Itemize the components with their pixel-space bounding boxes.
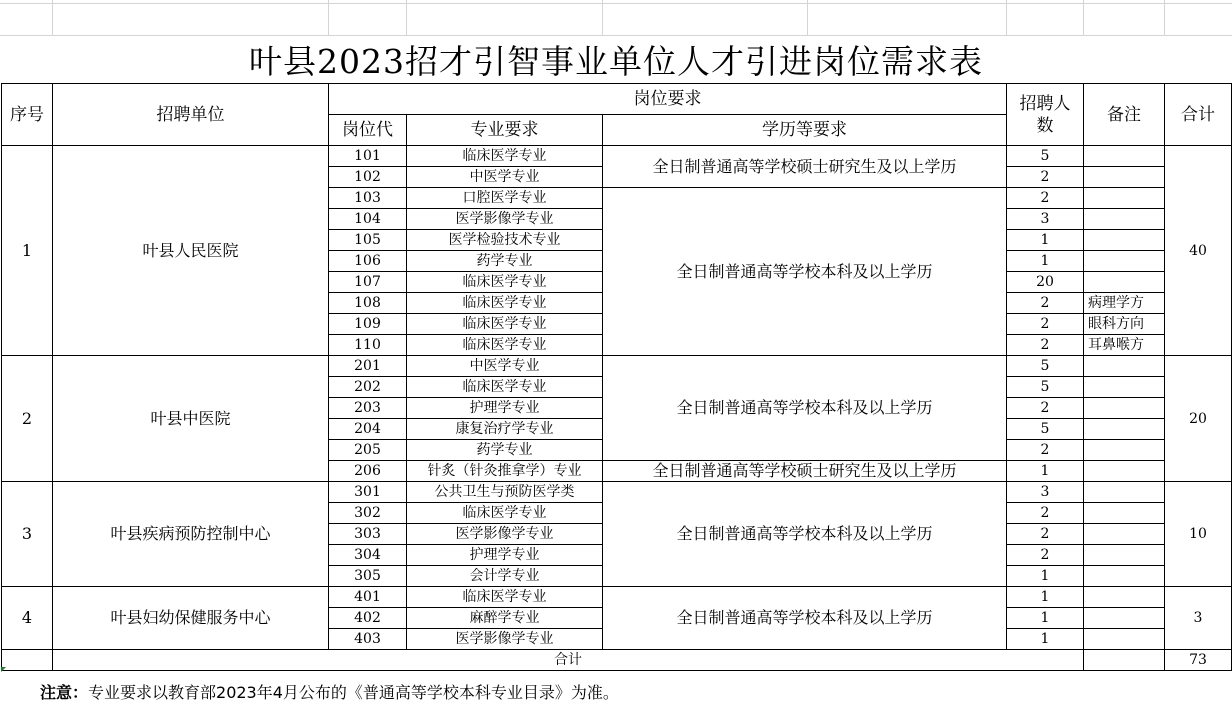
hire-count: 2: [1007, 503, 1084, 524]
hire-count: 2: [1007, 188, 1084, 209]
post-code: 110: [329, 335, 407, 356]
header-major: 专业要求: [407, 115, 603, 146]
major-requirement: 临床医学专业: [407, 272, 603, 293]
post-code: 401: [329, 587, 407, 608]
hire-count: 1: [1007, 566, 1084, 587]
post-code: 301: [329, 482, 407, 503]
post-code: 203: [329, 398, 407, 419]
remark: [1084, 461, 1165, 482]
post-code: 101: [329, 146, 407, 167]
post-code: 304: [329, 545, 407, 566]
major-requirement: 中医学专业: [407, 356, 603, 377]
footnote: [40, 677, 619, 705]
remark: [1084, 482, 1165, 503]
remark: [1084, 188, 1165, 209]
post-code: 109: [329, 314, 407, 335]
hire-count: 1: [1007, 587, 1084, 608]
header-remark: 备注: [1084, 84, 1165, 146]
major-requirement: 针炙（针灸推拿学）专业: [407, 461, 603, 482]
post-code: 205: [329, 440, 407, 461]
footnote-text: 专业要求以教育部2023年4月公布的《普通高等学校本科专业目录》为准。: [88, 682, 619, 702]
hire-count: 5: [1007, 356, 1084, 377]
hire-count: 5: [1007, 146, 1084, 167]
major-requirement: 口腔医学专业: [407, 188, 603, 209]
remark: [1084, 146, 1165, 167]
remark: [1084, 209, 1165, 230]
hire-count: 20: [1007, 272, 1084, 293]
remark: 病理学方: [1084, 293, 1165, 314]
post-code: 201: [329, 356, 407, 377]
hire-count: 2: [1007, 167, 1084, 188]
major-requirement: 护理学专业: [407, 545, 603, 566]
post-code: 302: [329, 503, 407, 524]
education-requirement: 全日制普通高等学校硕士研究生及以上学历: [603, 146, 1007, 188]
table-row: [2, 146, 1232, 167]
unit-total: 10: [1165, 482, 1232, 587]
remark: [1084, 398, 1165, 419]
major-requirement: 中医学专业: [407, 167, 603, 188]
unit-seq: 1: [2, 146, 53, 356]
education-requirement: 全日制普通高等学校本科及以上学历: [603, 356, 1007, 461]
hire-count: 5: [1007, 419, 1084, 440]
unit-total: 40: [1165, 146, 1232, 356]
header-post-req: 岗位要求: [329, 84, 1007, 115]
major-requirement: 临床医学专业: [407, 335, 603, 356]
remark: [1084, 167, 1165, 188]
education-requirement: 全日制普通高等学校本科及以上学历: [603, 188, 1007, 356]
hire-count: 2: [1007, 398, 1084, 419]
unit-name: 叶县中医院: [53, 356, 329, 482]
table-row: [2, 356, 1232, 377]
grand-total: 73: [1165, 650, 1232, 671]
hire-count: 1: [1007, 230, 1084, 251]
post-code: 305: [329, 566, 407, 587]
post-code: 202: [329, 377, 407, 398]
major-requirement: 药学专业: [407, 251, 603, 272]
hire-count: 3: [1007, 482, 1084, 503]
remark: [1084, 545, 1165, 566]
major-requirement: 临床医学专业: [407, 377, 603, 398]
remark: [1084, 356, 1165, 377]
remark: [1084, 524, 1165, 545]
hire-count: 5: [1007, 377, 1084, 398]
spreadsheet-top-gridlines: [0, 0, 1232, 36]
major-requirement: 药学专业: [407, 440, 603, 461]
remark: [1084, 587, 1165, 608]
total-row: [2, 650, 1232, 671]
remark: [1084, 377, 1165, 398]
remark: 耳鼻喉方: [1084, 335, 1165, 356]
post-code: 303: [329, 524, 407, 545]
header-seq: 序号: [2, 84, 53, 146]
major-requirement: 医学影像学专业: [407, 524, 603, 545]
remark: [1084, 440, 1165, 461]
remark: [1084, 230, 1165, 251]
remark: [1084, 272, 1165, 293]
major-requirement: 医学影像学专业: [407, 209, 603, 230]
footnote-prefix: 注意：: [40, 682, 89, 702]
post-code: 103: [329, 188, 407, 209]
major-requirement: 临床医学专业: [407, 314, 603, 335]
education-requirement: 全日制普通高等学校硕士研究生及以上学历: [603, 461, 1007, 482]
hire-count: 2: [1007, 293, 1084, 314]
post-code: 105: [329, 230, 407, 251]
remark: 眼科方向: [1084, 314, 1165, 335]
unit-seq: 3: [2, 482, 53, 587]
hire-count: 2: [1007, 335, 1084, 356]
remark: [1084, 503, 1165, 524]
hire-count: 3: [1007, 209, 1084, 230]
remark: [1084, 629, 1165, 650]
post-code: 102: [329, 167, 407, 188]
total-label: 合计: [53, 650, 1084, 671]
total-row-blank: [2, 650, 53, 671]
remark: [1084, 608, 1165, 629]
remark: [1084, 566, 1165, 587]
education-requirement: 全日制普通高等学校本科及以上学历: [603, 482, 1007, 587]
major-requirement: 麻醉学专业: [407, 608, 603, 629]
unit-seq: 4: [2, 587, 53, 650]
major-requirement: 会计学专业: [407, 566, 603, 587]
remark: [1084, 251, 1165, 272]
header-post-code: 岗位代: [329, 115, 407, 146]
recruitment-table: [1, 83, 1232, 671]
hire-count: 2: [1007, 524, 1084, 545]
cell-marker-icon: [1, 667, 6, 672]
major-requirement: 临床医学专业: [407, 146, 603, 167]
hire-count: 2: [1007, 545, 1084, 566]
table-row: [2, 482, 1232, 503]
header-total: 合计: [1165, 84, 1232, 146]
table-row: [2, 587, 1232, 608]
unit-total: 20: [1165, 356, 1232, 482]
unit-seq: 2: [2, 356, 53, 482]
post-code: 104: [329, 209, 407, 230]
hire-count: 2: [1007, 440, 1084, 461]
post-code: 403: [329, 629, 407, 650]
post-code: 206: [329, 461, 407, 482]
major-requirement: 医学影像学专业: [407, 629, 603, 650]
remark: [1084, 419, 1165, 440]
hire-count: 1: [1007, 608, 1084, 629]
unit-total: 3: [1165, 587, 1232, 650]
education-requirement: 全日制普通高等学校本科及以上学历: [603, 587, 1007, 650]
post-code: 402: [329, 608, 407, 629]
header-edu: 学历等要求: [603, 115, 1007, 146]
hire-count: 1: [1007, 251, 1084, 272]
hire-count: 1: [1007, 629, 1084, 650]
unit-name: 叶县人民医院: [53, 146, 329, 356]
header-unit: 招聘单位: [53, 84, 329, 146]
header-count: 招聘人数: [1007, 84, 1084, 146]
post-code: 204: [329, 419, 407, 440]
major-requirement: 公共卫生与预防医学类: [407, 482, 603, 503]
hire-count: 1: [1007, 461, 1084, 482]
major-requirement: 临床医学专业: [407, 587, 603, 608]
post-code: 106: [329, 251, 407, 272]
major-requirement: 临床医学专业: [407, 293, 603, 314]
major-requirement: 康复治疗学专业: [407, 419, 603, 440]
unit-name: 叶县疾病预防控制中心: [53, 482, 329, 587]
major-requirement: 护理学专业: [407, 398, 603, 419]
page-title: 叶县2023招才引智事业单位人才引进岗位需求表: [249, 42, 983, 81]
hire-count: 2: [1007, 314, 1084, 335]
post-code: 107: [329, 272, 407, 293]
major-requirement: 医学检验技术专业: [407, 230, 603, 251]
total-remark-blank: [1084, 650, 1165, 671]
unit-name: 叶县妇幼保健服务中心: [53, 587, 329, 650]
major-requirement: 临床医学专业: [407, 503, 603, 524]
post-code: 108: [329, 293, 407, 314]
